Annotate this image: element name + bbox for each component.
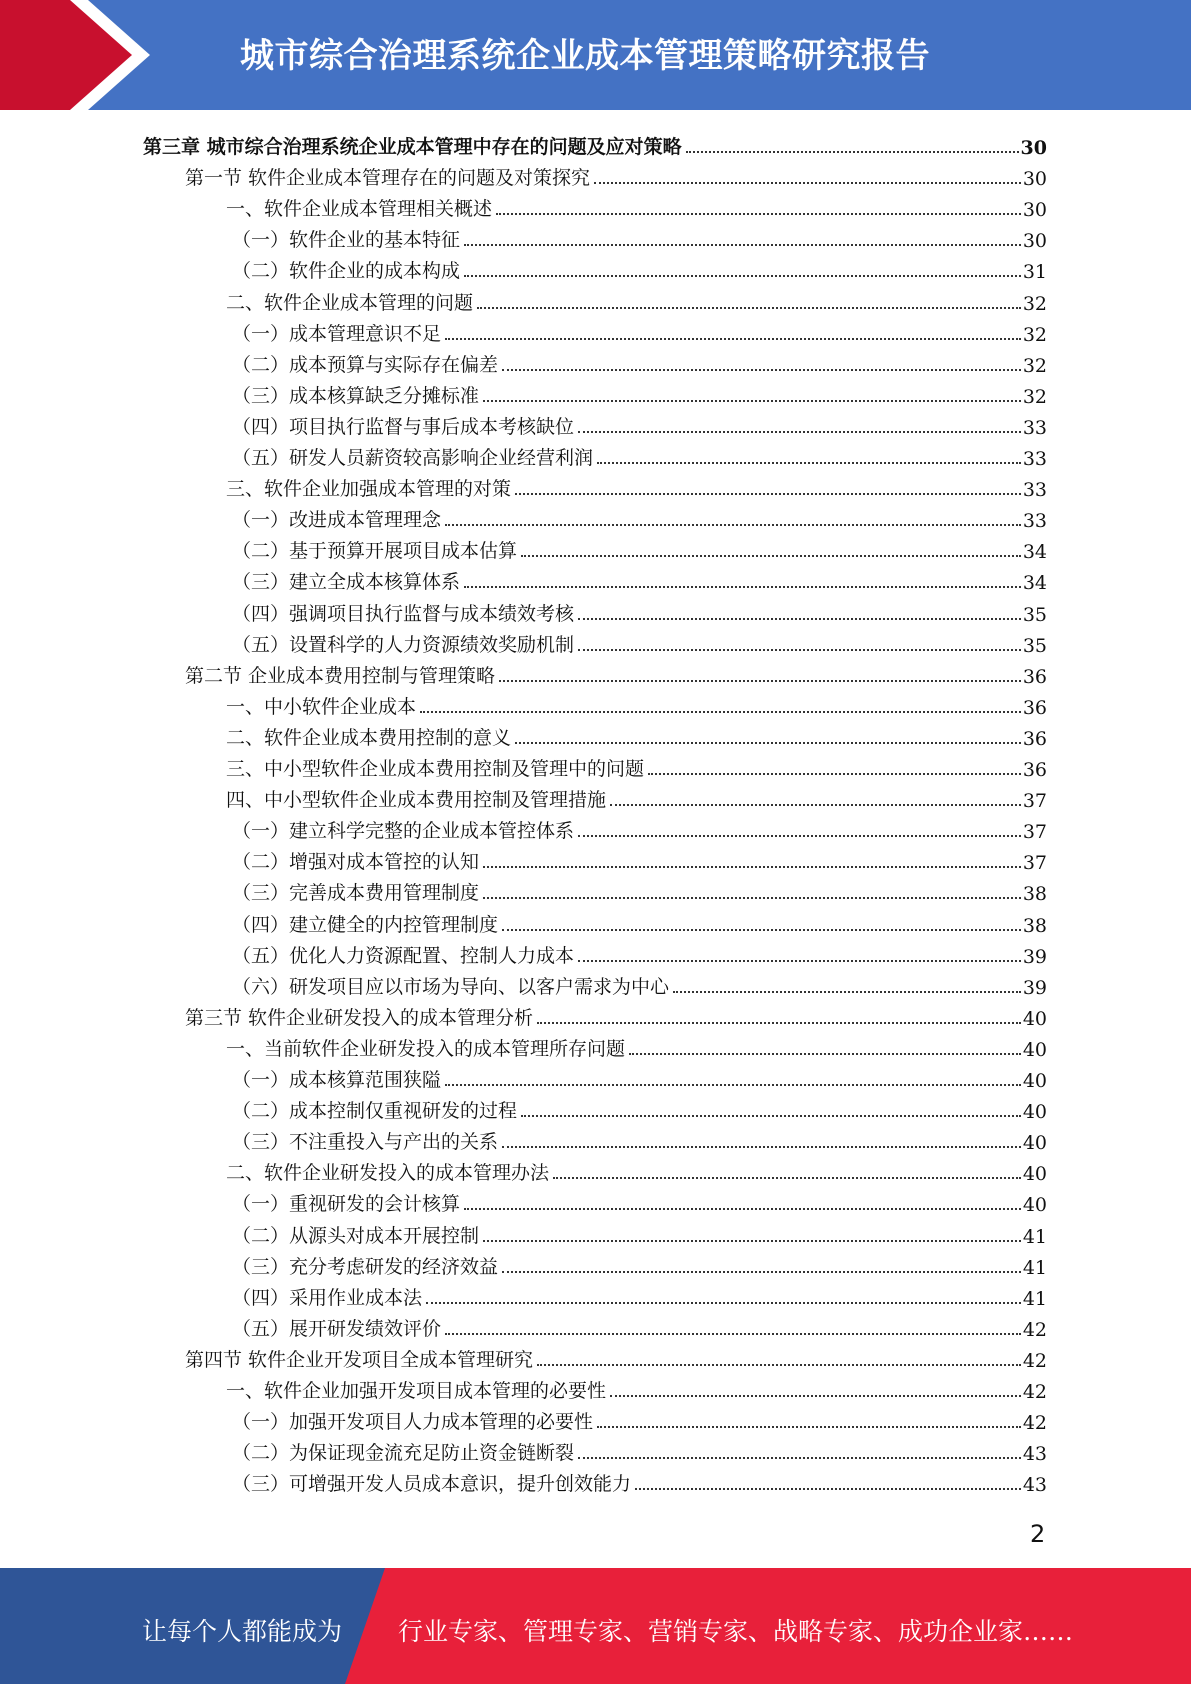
toc-entry-page: 40 xyxy=(1022,1163,1047,1186)
toc-entry[interactable] xyxy=(226,1154,1047,1185)
toc-section[interactable] xyxy=(185,999,1047,1030)
toc-entry-page: 30 xyxy=(1020,137,1047,159)
toc-entry[interactable] xyxy=(232,315,1047,346)
toc-entry-title: （二）增强对成本管控的认知 xyxy=(232,851,480,874)
toc-entry[interactable] xyxy=(232,874,1047,905)
toc-leader-dots xyxy=(686,150,1019,153)
toc-leader-dots xyxy=(464,585,1021,588)
toc-entry-page: 30 xyxy=(1022,199,1047,222)
toc-entry[interactable] xyxy=(232,906,1047,937)
toc-section[interactable] xyxy=(185,657,1047,688)
toc-leader-dots xyxy=(515,741,1021,744)
toc-leader-dots xyxy=(502,1145,1021,1148)
toc-section[interactable] xyxy=(185,159,1047,190)
toc-leader-dots xyxy=(578,1456,1021,1459)
toc-entry-page: 39 xyxy=(1022,945,1047,968)
toc-entry-page: 43 xyxy=(1022,1443,1047,1466)
toc-entry-page: 32 xyxy=(1022,292,1047,315)
toc-entry-title: 第三章 城市综合治理系统企业成本管理中存在的问题及应对策略 xyxy=(143,136,682,158)
toc-entry-title: （一）软件企业的基本特征 xyxy=(232,229,461,252)
toc-entry-title: （二）从源头对成本开展控制 xyxy=(232,1224,480,1247)
toc-leader-dots xyxy=(594,181,1021,184)
toc-entry-title: （三）不注重投入与产出的关系 xyxy=(232,1131,499,1154)
toc-entry-page: 30 xyxy=(1022,168,1047,191)
toc-entry-title: 二、软件企业成本费用控制的意义 xyxy=(226,726,512,749)
toc-leader-dots xyxy=(464,1207,1021,1210)
toc-entry-title: （三）可增强开发人员成本意识，提升创效能力 xyxy=(232,1473,632,1496)
toc-leader-dots xyxy=(537,1363,1021,1366)
toc-entry[interactable] xyxy=(226,688,1047,719)
toc-leader-dots xyxy=(499,679,1021,682)
toc-entry-title: （四）强调项目执行监督与成本绩效考核 xyxy=(232,602,575,625)
toc-leader-dots xyxy=(445,337,1021,340)
toc-entry-page: 42 xyxy=(1022,1412,1047,1435)
toc-entry-page: 30 xyxy=(1022,230,1047,253)
toc-entry-title: （一）重视研发的会计核算 xyxy=(232,1193,461,1216)
toc-entry-page: 32 xyxy=(1022,385,1047,408)
toc-entry[interactable] xyxy=(232,439,1047,470)
toc-entry[interactable] xyxy=(232,1061,1047,1092)
toc-entry-title: 二、软件企业成本管理的问题 xyxy=(226,291,474,314)
toc-entry[interactable] xyxy=(232,1279,1047,1310)
toc-leader-dots xyxy=(515,492,1021,495)
toc-entry-page: 36 xyxy=(1022,665,1047,688)
toc-entry[interactable] xyxy=(232,221,1047,252)
toc-entry-title: （二）基于预算开展项目成本估算 xyxy=(232,540,518,563)
toc-leader-dots xyxy=(477,306,1021,309)
toc-entry[interactable] xyxy=(232,595,1047,626)
toc-entry-title: 一、软件企业加强开发项目成本管理的必要性 xyxy=(226,1380,607,1402)
toc-entry-page: 37 xyxy=(1022,852,1047,875)
toc-entry-title: 三、软件企业加强成本管理的对策 xyxy=(226,478,512,501)
toc-entry-title: （三）成本核算缺乏分摊标准 xyxy=(232,384,480,407)
toc-leader-dots xyxy=(635,1487,1021,1490)
toc-leader-dots xyxy=(537,1021,1021,1024)
toc-entry[interactable] xyxy=(226,719,1047,750)
toc-entry-title: （二）成本预算与实际存在偏差 xyxy=(232,353,499,376)
toc-leader-dots xyxy=(483,399,1021,402)
toc-entry-page: 33 xyxy=(1022,510,1047,533)
toc-entry[interactable] xyxy=(226,1030,1047,1061)
toc-leader-dots xyxy=(502,368,1021,371)
toc-entry-page: 33 xyxy=(1022,448,1047,470)
toc-entry-title: 二、软件企业研发投入的成本管理办法 xyxy=(226,1162,550,1185)
toc-entry[interactable] xyxy=(232,1403,1047,1434)
toc-entry-title: （六）研发项目应以市场为导向、以客户需求为中心 xyxy=(232,975,670,998)
toc-entry-page: 41 xyxy=(1022,1225,1047,1248)
toc-entry-page: 36 xyxy=(1022,727,1047,750)
toc-entry-page: 36 xyxy=(1022,759,1047,781)
toc-entry-title: （一）成本核算范围狭隘 xyxy=(232,1069,442,1091)
toc-entry[interactable] xyxy=(232,252,1047,283)
toc-leader-dots xyxy=(610,1394,1021,1397)
toc-entry-page: 37 xyxy=(1022,821,1047,844)
toc-entry[interactable] xyxy=(232,408,1047,439)
toc-entry-page: 42 xyxy=(1022,1381,1047,1403)
toc-leader-dots xyxy=(673,990,1021,993)
toc-entry[interactable] xyxy=(226,781,1047,812)
toc-entry-title: 第四节 软件企业开发项目全成本管理研究 xyxy=(185,1348,534,1371)
toc-entry-page: 34 xyxy=(1022,572,1047,595)
toc-leader-dots xyxy=(629,1052,1021,1055)
toc-entry-title: （一）改进成本管理理念 xyxy=(232,509,442,532)
toc-leader-dots xyxy=(483,1239,1021,1242)
toc-entry[interactable] xyxy=(232,968,1047,999)
toc-entry[interactable] xyxy=(232,501,1047,532)
toc-entry[interactable] xyxy=(226,750,1047,781)
toc-leader-dots xyxy=(578,648,1021,651)
toc-leader-dots xyxy=(483,865,1021,868)
toc-leader-dots xyxy=(445,1332,1021,1335)
toc-entry[interactable] xyxy=(226,284,1047,315)
toc-entry[interactable] xyxy=(232,1248,1047,1279)
toc-leader-dots xyxy=(445,523,1021,526)
toc-entry-page: 32 xyxy=(1022,354,1047,377)
toc-entry-page: 40 xyxy=(1022,1007,1047,1030)
toc-entry-title: 一、中小软件企业成本 xyxy=(226,695,417,718)
toc-leader-dots xyxy=(464,243,1021,246)
toc-entry-title: （一）成本管理意识不足 xyxy=(232,322,442,345)
toc-leader-dots xyxy=(483,896,1021,899)
toc-entry[interactable] xyxy=(226,470,1047,501)
toc-entry-title: （四）采用作业成本法 xyxy=(232,1286,423,1309)
toc-entry-title: 第三节 软件企业研发投入的成本管理分析 xyxy=(185,1006,534,1029)
toc-leader-dots xyxy=(445,1083,1021,1086)
toc-entry-title: 一、软件企业成本管理相关概述 xyxy=(226,198,493,221)
toc-entry-page: 42 xyxy=(1022,1318,1047,1341)
toc-entry-page: 38 xyxy=(1022,914,1047,937)
toc-entry-page: 36 xyxy=(1022,696,1047,719)
toc-entry[interactable] xyxy=(232,1217,1047,1248)
toc-leader-dots xyxy=(597,461,1021,464)
toc-entry[interactable] xyxy=(232,626,1047,657)
toc-entry[interactable] xyxy=(232,1310,1047,1341)
toc-entry-title: （四）建立健全的内控管理制度 xyxy=(232,913,499,936)
toc-entry-page: 34 xyxy=(1022,541,1047,564)
toc-entry[interactable] xyxy=(232,937,1047,968)
toc-section[interactable] xyxy=(185,1341,1047,1372)
toc-entry-page: 41 xyxy=(1022,1256,1047,1279)
toc-entry-page: 40 xyxy=(1022,1194,1047,1217)
toc-entry-title: 第一节 软件企业成本管理存在的问题及对策探究 xyxy=(185,167,591,190)
toc-leader-dots xyxy=(420,710,1021,713)
toc-entry-title: （一）加强开发项目人力成本管理的必要性 xyxy=(232,1411,594,1434)
toc-chapter[interactable] xyxy=(143,128,1047,159)
toc-entry-title: （五）优化人力资源配置、控制人力成本 xyxy=(232,944,575,967)
toc-leader-dots xyxy=(496,212,1021,215)
toc-entry-page: 35 xyxy=(1022,634,1047,657)
toc-entry-title: （一）建立科学完整的企业成本管控体系 xyxy=(232,820,575,843)
toc-entry[interactable] xyxy=(232,812,1047,843)
toc-entry[interactable] xyxy=(232,843,1047,874)
toc-entry[interactable] xyxy=(232,1092,1047,1123)
toc-entry-page: 33 xyxy=(1022,479,1047,502)
toc-leader-dots xyxy=(502,928,1021,931)
toc-entry-title: （二）软件企业的成本构成 xyxy=(232,260,461,283)
toc-entry-page: 40 xyxy=(1022,1070,1047,1092)
toc-entry-title: （五）研发人员薪资较高影响企业经营利润 xyxy=(232,447,594,469)
toc-entry-title: （五）展开研发绩效评价 xyxy=(232,1317,442,1340)
toc-entry[interactable] xyxy=(232,1185,1047,1216)
toc-leader-dots xyxy=(426,1301,1021,1304)
toc-entry[interactable] xyxy=(232,1123,1047,1154)
toc-leader-dots xyxy=(597,1425,1021,1428)
toc-entry-page: 42 xyxy=(1022,1349,1047,1372)
toc-entry[interactable] xyxy=(232,532,1047,563)
toc-entry-page: 40 xyxy=(1022,1101,1047,1124)
toc-entry[interactable] xyxy=(232,377,1047,408)
toc-entry-page: 39 xyxy=(1022,976,1047,999)
toc-leader-dots xyxy=(578,430,1021,433)
toc-entry-page: 40 xyxy=(1022,1132,1047,1155)
toc-leader-dots xyxy=(502,1270,1021,1273)
toc-entry-title: （三）充分考虑研发的经济效益 xyxy=(232,1255,499,1278)
toc-entry[interactable] xyxy=(232,563,1047,594)
toc-entry[interactable] xyxy=(226,1372,1047,1403)
toc-entry-page: 38 xyxy=(1022,883,1047,906)
toc-entry-title: （五）设置科学的人力资源绩效奖励机制 xyxy=(232,633,575,656)
toc-leader-dots xyxy=(464,274,1021,277)
toc-leader-dots xyxy=(648,772,1021,775)
page-footer xyxy=(0,1568,1191,1684)
toc-entry-title: 四、中小型软件企业成本费用控制及管理措施 xyxy=(226,789,607,812)
toc-leader-dots xyxy=(521,554,1021,557)
header-title: 城市综合治理系统企业成本管理策略研究报告 xyxy=(240,36,930,76)
toc-entry-page: 33 xyxy=(1022,416,1047,439)
toc-entry-page: 41 xyxy=(1022,1287,1047,1310)
toc-entry-page: 43 xyxy=(1022,1474,1047,1497)
toc-entry[interactable] xyxy=(226,190,1047,221)
toc-leader-dots xyxy=(578,834,1021,837)
toc-entry-title: （二）成本控制仅重视研发的过程 xyxy=(232,1100,518,1123)
toc-entry-title: （三）完善成本费用管理制度 xyxy=(232,882,480,905)
toc-entry-title: 第二节 企业成本费用控制与管理策略 xyxy=(185,664,496,687)
toc-entry[interactable] xyxy=(232,1434,1047,1465)
footer-slogan-left: 让每个人都能成为 xyxy=(142,1617,343,1646)
toc-leader-dots xyxy=(610,803,1021,806)
toc-leader-dots xyxy=(553,1176,1021,1179)
toc-entry-page: 35 xyxy=(1022,603,1047,626)
toc-entry-title: 三、中小型软件企业成本费用控制及管理中的问题 xyxy=(226,758,645,780)
toc-entry-page: 31 xyxy=(1022,261,1047,284)
toc-entry-page: 37 xyxy=(1022,790,1047,813)
toc-leader-dots xyxy=(578,959,1021,962)
toc-entry-title: （二）为保证现金流充足防止资金链断裂 xyxy=(232,1442,575,1465)
toc-leader-dots xyxy=(578,617,1021,620)
header-arrow-icon xyxy=(0,0,160,110)
toc-entry-page: 40 xyxy=(1022,1038,1047,1061)
toc-entry-page: 32 xyxy=(1022,323,1047,346)
toc-entry[interactable] xyxy=(232,346,1047,377)
page-number: 2 xyxy=(1030,1520,1046,1548)
footer-slogan-right: 行业专家、管理专家、营销专家、战略专家、成功企业家…… xyxy=(398,1617,1074,1646)
toc-entry-title: （四）项目执行监督与事后成本考核缺位 xyxy=(232,415,575,438)
toc-leader-dots xyxy=(521,1114,1021,1117)
toc-entry[interactable] xyxy=(232,1465,1047,1496)
toc-entry-title: （三）建立全成本核算体系 xyxy=(232,571,461,594)
toc-entry-title: 一、当前软件企业研发投入的成本管理所存问题 xyxy=(226,1037,626,1060)
page-header xyxy=(0,0,1191,110)
